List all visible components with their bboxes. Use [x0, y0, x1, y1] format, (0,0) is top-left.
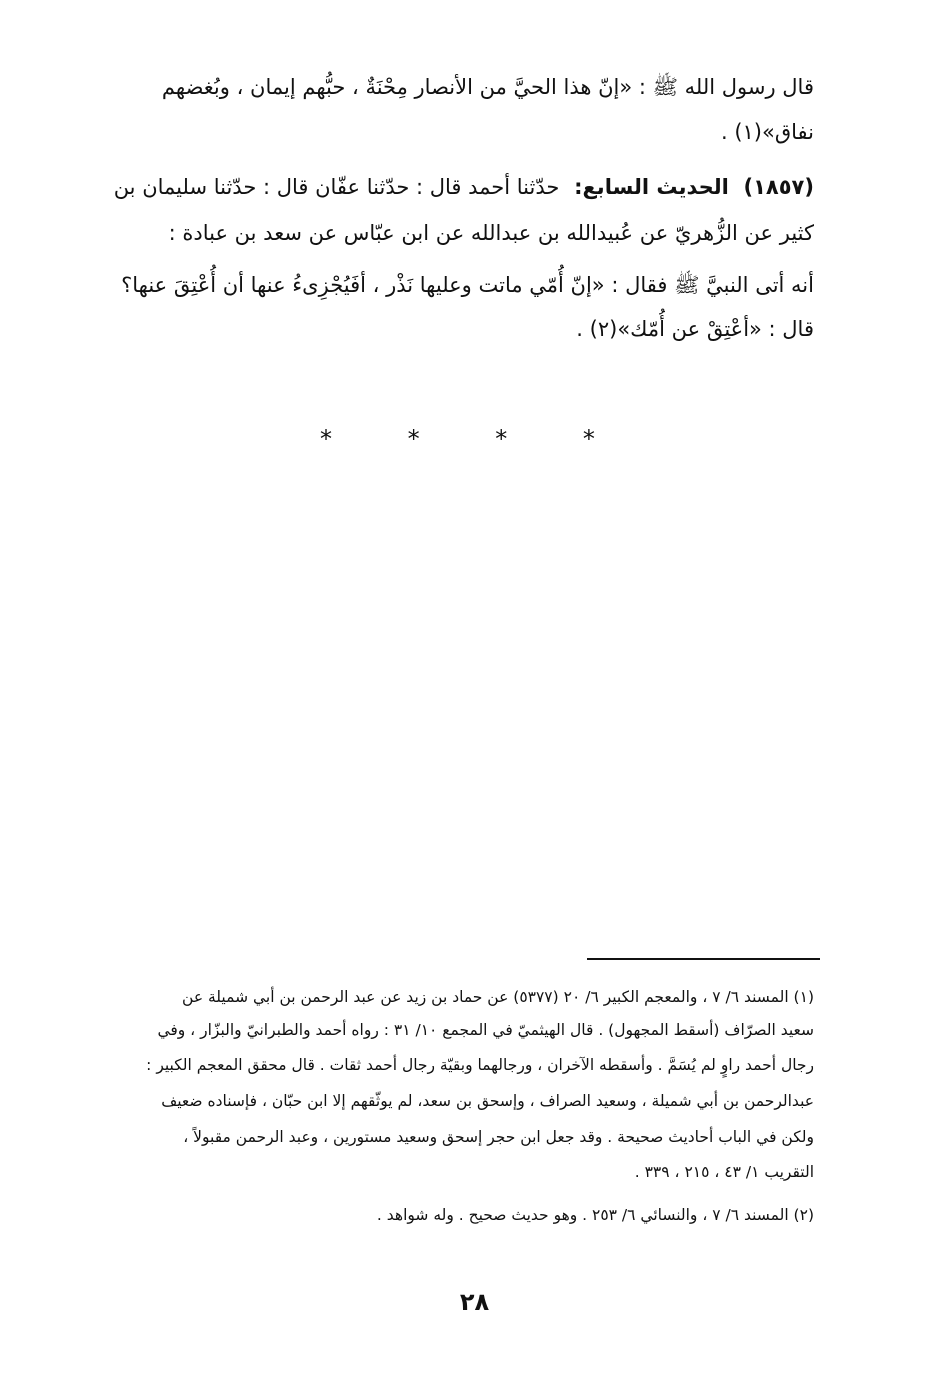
- hadith-heading-line: [114, 172, 814, 202]
- body-line-2: نفاق»(١) .: [720, 120, 814, 144]
- footnote-line-3: رجال أحمد راوٍ لم يُسَمَّ . وأسقطه الآخران ، ورجالهما وبقيّة رجال أحمد ثقات . قال محقق المعجم الكبير :: [146, 1056, 814, 1074]
- footnote-line-1: (١) المسند ٦/ ٧ ، والمعجم الكبير ٦/ ٢٠ (٥٣٧٧) عن حماد بن زيد عن عبد الرحمن بن أبي شميلة عن: [182, 988, 814, 1006]
- hadith-number: (١٨٥٧): [743, 175, 814, 199]
- footnote-line-6: التقريب ١/ ٤٣ ، ٢١٥ ، ٣٣٩ .: [634, 1163, 814, 1181]
- section-separator: * * * *: [320, 425, 629, 453]
- footnote-line-2: سعيد الصرّاف (أسقط المجهول) . قال الهيثميّ في المجمع ١٠/ ٣١ : رواه أحمد والطبرانيّ والبزّار ، وفي: [157, 1021, 814, 1039]
- body-line-1: قال رسول الله ﷺ : «إنّ هذا الحيَّ من الأنصار مِحْنَةٌ ، حبُّهم إيمان ، وبُغضهم: [161, 75, 814, 99]
- page-number: ٢٨: [459, 1288, 490, 1316]
- hadith-line-2: كثير عن الزُّهريّ عن عُبيدالله بن عبدالله عن ابن عبّاس عن سعد بن عبادة :: [168, 221, 814, 245]
- footnote-rule: [587, 958, 820, 960]
- footnote-line-7: (٢) المسند ٦/ ٧ ، والنسائي ٦/ ٢٥٣ . وهو حديث صحيح . وله شواهد .: [376, 1206, 814, 1224]
- hadith-line-4: قال : «أعْتِقْ عن أُمّك»(٢) .: [576, 317, 814, 341]
- footnote-line-5: ولكن في الباب أحاديث صحيحة . وقد جعل ابن حجر إسحق وسعيد مستورين ، وعبد الرحمن مقبولاً ،: [183, 1128, 814, 1146]
- hadith-heading: الحديث السابع:: [574, 175, 729, 199]
- footnote-line-4: عبدالرحمن بن أبي شميلة ، وسعيد الصراف ، وإسحق بن سعد، لم يوثّقهم إلا ابن حبّان ، فإسناده ضعيف: [161, 1092, 814, 1110]
- hadith-isnad-start: حدّثنا أحمد قال : حدّثنا عفّان قال : حدّثنا سليمان بن: [113, 175, 560, 199]
- hadith-line-3: أنه أتى النبيَّ ﷺ فقال : «إنّ أُمّي ماتت وعليها نَذْر ، أفَيُجْزِىءُ عنها أن أُعْتِقَ عنها؟: [121, 273, 814, 297]
